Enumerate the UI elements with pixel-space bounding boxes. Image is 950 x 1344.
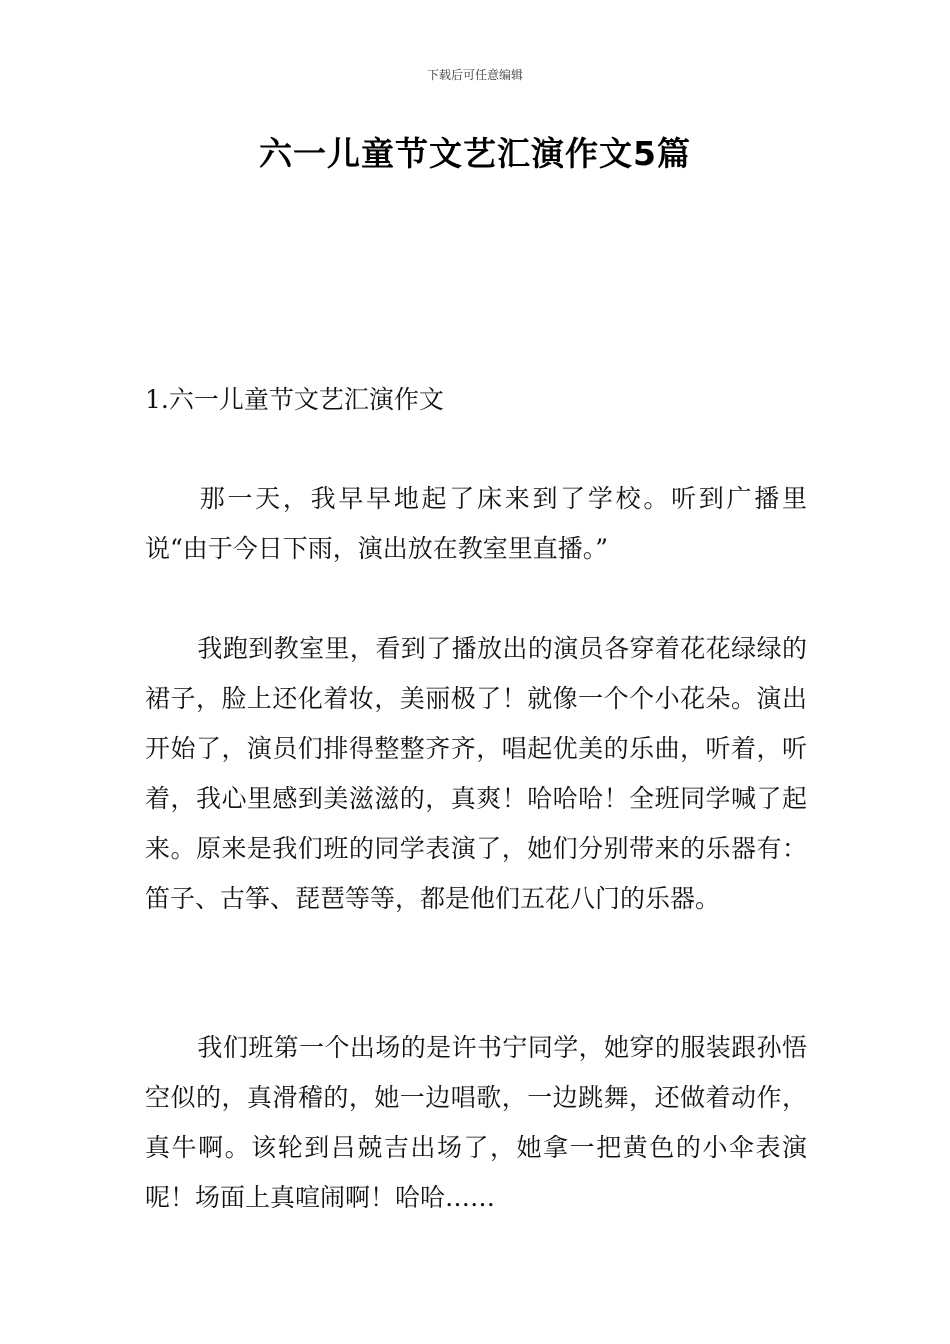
header-note: 下载后可任意编辑 [426,68,523,82]
paragraph-2 [145,624,807,924]
paragraph-2-text: 我跑到教室里，看到了播放出的演员各穿着花花绿绿的裙子，脸上还化着妆，美丽极了！就像一个个小花朵。演出开始了，演员们排得整整齐齐，唱起优美的乐曲，听着，听着，我心里感到美滋滋的，真爽！哈哈哈！全班同学喊了起来。原来是我们班的同学表演了，她们分别带来的乐器有：笛子、古筝、琵琶等等，都是他们五花八门的乐器。 [145,634,807,913]
paragraph-1-text: 那一天，我早早地起了床来到了学校。听到广播里说“由于今日下雨，演出放在教室里直播。” [145,484,807,563]
page-title: 六一儿童节文艺汇演作文5篇 [259,134,691,173]
paragraph-1 [145,474,807,574]
section-heading: 1.六一儿童节文艺汇演作文 [145,385,444,414]
paragraph-3 [145,1023,807,1223]
paragraph-3-text: 我们班第一个出场的是许书宁同学，她穿的服装跟孙悟空似的，真滑稽的，她一边唱歌，一边跳舞，还做着动作，真牛啊。该轮到吕兢吉出场了，她拿一把黄色的小伞表演呢！场面上真喧闹啊！哈哈…… [145,1033,807,1212]
